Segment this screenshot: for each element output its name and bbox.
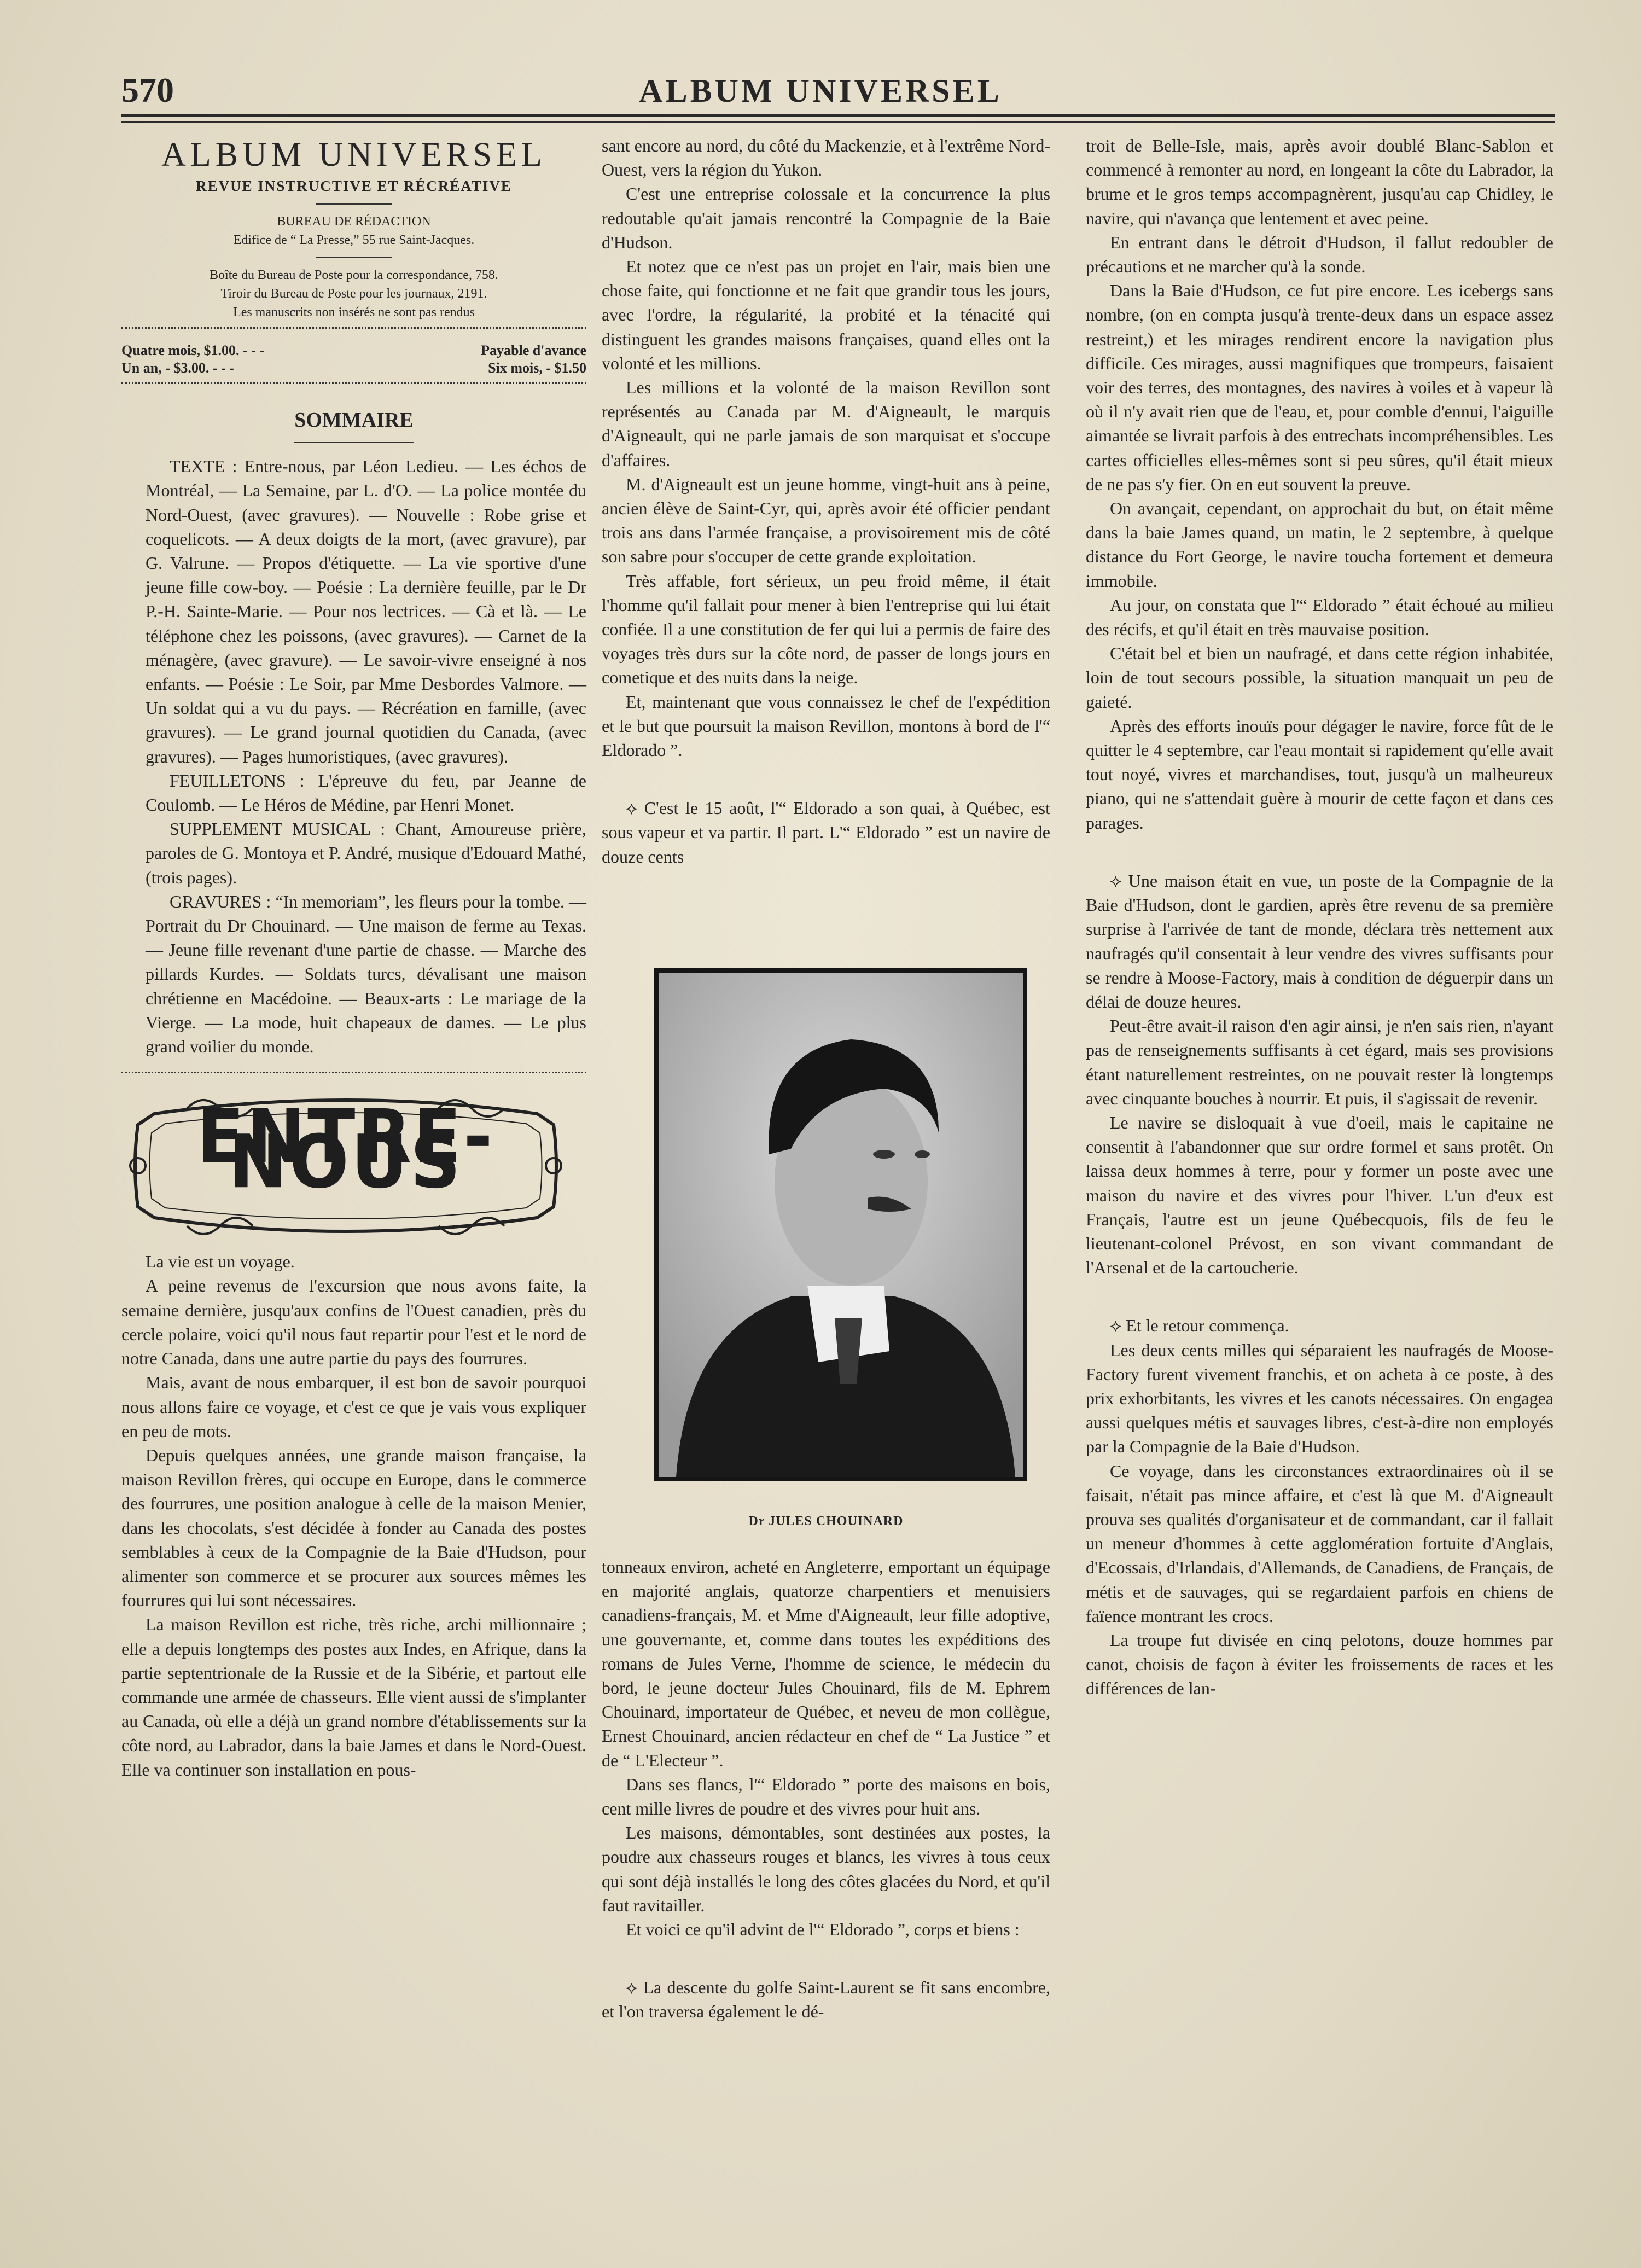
page-number: 570: [121, 71, 174, 109]
masthead-box2: Tiroir du Bureau de Poste pour les journaux, 2191.: [220, 287, 487, 301]
col3-para: Après des efforts inouïs pour dégager le navire, force fût de le quitter le 4 septembre, car l'eau montait si rapidement qu'elle avait tout noyé, vivres et marchandises, tout, jusqu'à un malheureux piano, qui ne s'attendait guère à mourir de cette façon et dans ces parages.: [1086, 716, 1553, 833]
col3-para: C'était bel et bien un naufragé, et dans cette région inhabitée, loin de tout secours possible, la situation manquait un peu de gaieté.: [1086, 643, 1553, 712]
col2-separator-para-2: ⟡ La descente du golfe Saint-Laurent se fit sans encombre, et l'on traversa également le dé-: [602, 1978, 1050, 2022]
col3-para: troit de Belle-Isle, mais, après avoir doublé Blanc-Sablon et commencé à remonter au nord, en longeant la côte du Labrador, la brume et le gros temps accompagnèrent, jusqu'au cap Chidley, le navire, qui n'avança que lentement et avec peine.: [1086, 136, 1553, 228]
masthead-bureau: BUREAU DE RÉDACTION: [277, 214, 431, 229]
masthead-manuscripts: Les manuscrits non insérés ne sont pas rendus: [233, 305, 475, 319]
col2-para: Et voici ce qu'il advint de l'“ Eldorado ”, corps et biens :: [626, 1920, 1020, 1940]
col3-para: ⟡ Et le retour commença.: [1110, 1316, 1289, 1336]
wavy-divider-2: [121, 382, 586, 392]
masthead-subtitle: REVUE INSTRUCTIVE ET RÉCRÉATIVE: [196, 178, 512, 194]
col2-para: Et notez que ce n'est pas un projet en l'air, mais bien une chose faite, qui fonctionne et ne fait que grandir tous les jours, avec l'ordre, la régularité, la probité et la ténacité qui distinguent les grandes maisons françaises, quand elles ont la volonté et les millions.: [602, 257, 1050, 373]
sommaire-texte: TEXTE : Entre-nous, par Léon Ledieu. — Les échos de Montréal, — La Semaine, par L. d'O. — La police montée du Nord-Ouest, (avec gravures). — Nouvelle : Robe grise et coquelicots. — A deux doigts de la mort, (avec gravure), par G. Valrune. — Propos d'étiquette. — La vie sportive d'une jeune fille cow-boy. — Poésie : La dernière feuille, par le Dr P.-H. Sainte-Marie. — Pour nos lectrices. — Cà et là. — Le téléphone chez les poissons, (avec gravures). — Carnet de la ménagère, (avec gravure). — Le savoir-vivre enseigné à nos enfants. — Poésie : Le Soir, par Mme Desbordes Valmore. — Un soldat qui a vu du pays. — Récréation en famille, (avec gravures). — Le grand journal quotidien du Canada, (avec gravures). — Pages humoristiques, (avec gravures).: [146, 456, 586, 766]
col3-para: ⟡ Une maison était en vue, un poste de la Compagnie de la Baie d'Hudson, dont le gardien, après être revenu de sa première surprise à l'arrivée de tant de monde, déclara très nettement aux naufragés qu'il consentait à leur vendre des vivres suffisants pour se rendre à Moose-Factory, mais à condition de déguerpir dans un délai de douze heures.: [1086, 870, 1553, 1011]
portrait-photo: [654, 968, 1027, 1481]
column-1: [121, 136, 586, 1782]
col2-para: M. d'Aigneault est un jeune homme, vingt-huit ans à peine, ancien élève de Saint-Cyr, qui, après avoir été officier pendant trois ans dans l'armée française, a provisoirement mis de côté son sabre pour s'occuper de cette grande exploitation.: [602, 474, 1050, 567]
price-row-2: [121, 359, 586, 377]
col3-para: On avançait, cependant, on approchait du but, on était même dans la baie James quand, un matin, le 2 septembre, à quelque distance du Fort George, le navire toucha fortement et demeura immobile.: [1086, 498, 1553, 591]
col2-para: Et, maintenant que vous connaissez le chef de l'expédition et le but que poursuit la maison Revillon, montons à bord de l'“ Eldorado ”.: [602, 691, 1050, 760]
man-portrait-icon: [654, 968, 1027, 1481]
col2-para: C'est une entreprise colossale et la concurrence la plus redoutable qu'ait jamais rencontré la Compagnie de la Baie d'Hudson.: [602, 184, 1050, 252]
col1-para: La maison Revillon est riche, très riche, archi millionnaire ; elle a depuis longtemps des postes aux Indes, en Afrique, dans la partie septentrionale de la Russie et de la Sibérie, et partout elle commande une armée de chasseurs. Elle vient aussi de s'implanter au Canada, où elle a déjà un grand nombre d'établissements sur la côte nord, au Labrador, dans la baie James et dans le Nord-Ouest. Elle va continuer son installation en pous-: [121, 1614, 586, 1779]
wavy-divider: [121, 327, 586, 336]
price-payable: Payable d'avance: [481, 342, 586, 358]
masthead-address: Edifice de “ La Presse,” 55 rue Saint-Jacques.: [233, 233, 475, 247]
price-year: Un an, - $3.00. - - -: [121, 360, 234, 376]
col1-para: Depuis quelques années, une grande maison française, la maison Revillon frères, qui occupe en Europe, dans le commerce des fourrures, une position analogue à celle de la maison Menier, dans les chocolats, s'est décidée à fonder au Canada des postes semblables à ceux de la Compagnie de la Baie d'Hudson, pour alimenter son commerce et se procurer aux sources mêmes les fourrures qui lui sont nécessaires.: [121, 1445, 586, 1610]
col2-separator-para: ⟡ C'est le 15 août, l'“ Eldorado a son quai, à Québec, est sous vapeur et va partir. Il part. L'“ Eldorado ” est un navire de douze cents: [602, 798, 1050, 867]
col1-para: La vie est un voyage.: [146, 1252, 295, 1272]
col3-para: Dans la Baie d'Hudson, ce fut pire encore. Les icebergs sans nombre, (on en compta jusqu'à trente-deux dans un espace assez restreint,) et les mirages rendirent encore la navigation plus difficile. Ces mirages, aussi magnifiques que trompeurs, faisaient voir des terres, des montagnes, des navires à voiles et à vapeur là où il n'y avait rien que de l'eau, et, pour comble d'ennui, l'aiguille aimantée se livrait parfois à des entrechats incompréhensibles. Les cartes officielles elles-mêmes sont si peu sûres, qu'il était mieux de ne pas s'y fier. On en eut souvent la preuve.: [1086, 281, 1553, 494]
header-rule: [121, 114, 1555, 117]
col3-para: Au jour, on constata que l'“ Eldorado ” était échoué au milieu des récifs, et qu'il était en très mauvaise position.: [1086, 595, 1553, 639]
column-2-bottom: [602, 1555, 1050, 2024]
column-3: [1086, 133, 1553, 1701]
masthead-rule-2: [316, 257, 392, 258]
column-2-top: [602, 133, 1050, 869]
portrait-caption: Dr JULES CHOUINARD: [748, 1514, 904, 1528]
header-rule-thin: [121, 121, 1555, 123]
banner-title: ENTRE-NOUS: [196, 1094, 495, 1206]
masthead-rule: [316, 203, 392, 205]
col3-para: En entrant dans le détroit d'Hudson, il fallut redoubler de précautions et ne marcher qu'à la sonde.: [1086, 232, 1553, 277]
price-row-1: [121, 342, 586, 359]
price-four-months: Quatre mois, $1.00. - - -: [121, 342, 264, 358]
col2-para: Dans ses flancs, l'“ Eldorado ” porte des maisons en bois, cent mille livres de poudre et des vivres pour huit ans.: [602, 1774, 1050, 1819]
col1-para: A peine revenus de l'excursion que nous avons faite, la semaine dernière, jusqu'aux confins de l'Ouest canadien, près du cercle polaire, voici qu'il nous faut repartir pour l'est et le nord de notre Canada, dans une autre partie du pays des fourrures.: [121, 1276, 586, 1369]
col3-para: Le navire se disloquait à vue d'oeil, mais le capitaine ne consentit à l'abandonner que sur ordre formel et sans protêt. On laissa deux hommes à terre, pour y former un poste avec une maison du navire et des vivres pour l'hiver. L'un d'eux est Français, l'autre est un jeune Québecquois, fils de feu le lieutenant-colonel Prévost, en son vivant commandant de l'Arsenal et de la cartoucherie.: [1086, 1112, 1553, 1278]
price-six-months: Six mois, - $1.50: [488, 360, 586, 376]
col2-para: sant encore au nord, du côté du Mackenzie, et à l'extrême Nord-Ouest, vers la région du Yukon.: [602, 136, 1050, 180]
sommaire-rule: [294, 442, 414, 443]
wavy-divider-3: [121, 1072, 586, 1081]
col3-para: Ce voyage, dans les circonstances extraordinaires où il se faisait, n'était pas mince affaire, et c'est là que M. d'Aigneault prouva ses qualités d'organisateur et de commandant, car il fallait un meneur d'hommes à cette agglomération fortuite d'Anglais, d'Ecossais, d'Irlandais, d'Allemands, de Canadiens, de Français, de métis et de sauvages, qui se regardaient parfois en chiens de faïence montrant les crocs.: [1086, 1461, 1553, 1626]
col3-para: Les deux cents milles qui séparaient les naufragés de Moose-Factory furent vivement franchis, et on acheta à ce poste, à des prix exhorbitants, les vivres et les canots nécessaires. On engagea aussi quelques métis et sauvages libres, c'est-à-dire non employés par la Compagnie de la Baie d'Hudson.: [1086, 1340, 1553, 1457]
masthead-title: ALBUM UNIVERSEL: [161, 136, 546, 173]
col2-para: Les millions et la volonté de la maison Revillon sont représentés au Canada par M. d'Aigneault, le marquis d'Aigneault, qui ne parle jamais de son marquisat et s'occupe d'affaires.: [602, 377, 1050, 470]
col1-para: Mais, avant de nous embarquer, il est bon de savoir pourquoi nous allons faire ce voyage, et c'est ce que je vais vous expliquer en peu de mots.: [121, 1373, 586, 1441]
sommaire-feuilletons: FEUILLETONS : L'épreuve du feu, par Jeanne de Coulomb. — Le Héros de Médine, par Henri Monet.: [146, 770, 586, 815]
sommaire-supplement: SUPPLEMENT MUSICAL : Chant, Amoureuse prière, paroles de G. Montoya et P. André, musique d'Edouard Mathé, (trois pages).: [146, 819, 586, 887]
col3-para: La troupe fut divisée en cinq pelotons, douze hommes par canot, choisis de façon à éviter les froissements de races et les différences de lan-: [1086, 1630, 1553, 1699]
sommaire-gravures: GRAVURES : “In memoriam”, les fleurs pour la tombe. — Portrait du Dr Chouinard. — Une maison de ferme au Texas. — Jeune fille revenant d'une partie de chasse. — Marche des pillards Kurdes. — Soldats turcs, dévalisant une maison chrétienne en Macédoine. — Beaux-arts : Le mariage de la Vierge. — La mode, huit chapeaux de dames. — Le plus grand voilier du monde.: [146, 891, 586, 1057]
running-head: ALBUM UNIVERSEL: [639, 73, 1002, 109]
sommaire-heading: SOMMAIRE: [294, 409, 414, 432]
col2-para: Les maisons, démontables, sont destinées aux postes, la poudre aux chasseurs rouges et blancs, les vivres à tous ceux qui sont déjà installés le long des côtes glacées du Nord, et qu'il faut ravitailler.: [602, 1823, 1050, 1915]
entre-nous-banner: [121, 1092, 570, 1240]
col2-para: Très affable, fort sérieux, un peu froid même, il était l'homme qu'il fallait pour mener à bien l'entreprise qui lui était confiée. Il a une constitution de fer qui lui a permis de faire des voyages très durs sur la côte nord, de passer de longs jours en cometique et des nuits dans la neige.: [602, 571, 1050, 688]
col2-para: tonneaux environ, acheté en Angleterre, emportant un équipage en majorité anglais, quatorze charpentiers et menuisiers canadiens-français, M. et Mme d'Aigneault, leur fille adoptive, une gouvernante, et, comme dans toutes les expéditions des romans de Jules Verne, l'homme de science, le médecin du bord, le jeune docteur Jules Chouinard, fils de M. Ephrem Chouinard, importateur de Québec, et neveu de mon collègue, Ernest Chouinard, ancien rédacteur en chef de “ La Justice ” et de “ L'Electeur ”.: [602, 1557, 1050, 1770]
masthead-box1: Boîte du Bureau de Poste pour la correspondance, 758.: [210, 268, 498, 282]
col3-para: Peut-être avait-il raison d'en agir ainsi, je n'en sais rien, n'ayant pas de renseignements suffisants à cet égard, mais ses provisions étant naturellement restreintes, on ne pouvait rester là longtemps avec cinquante bouches à nourrir. Et puis, il s'agissait de revenir.: [1086, 1016, 1553, 1108]
